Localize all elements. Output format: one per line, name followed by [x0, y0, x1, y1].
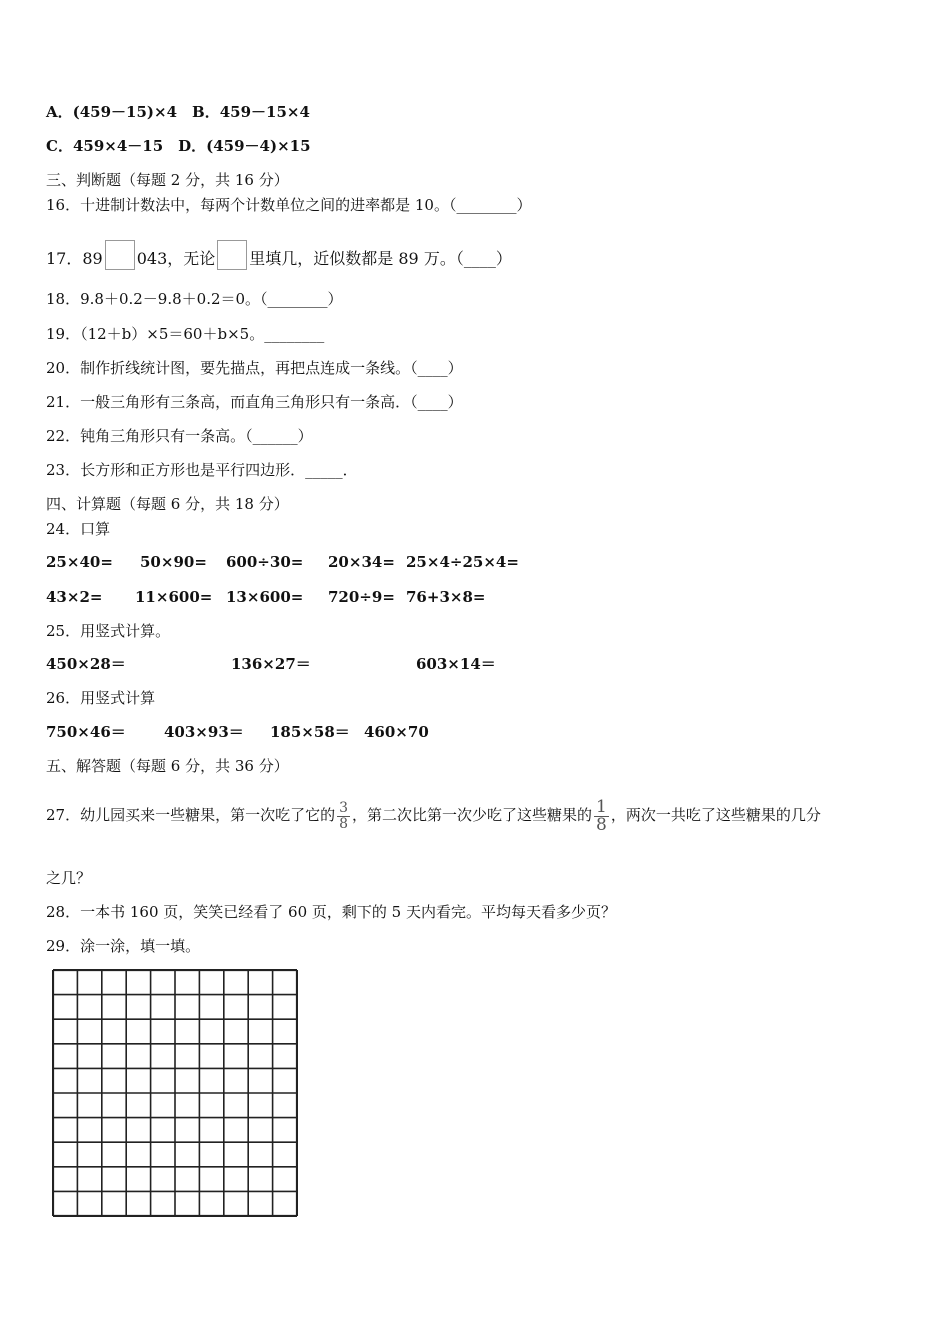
- section-3-title: 三、判断题（每题 2 分，共 16 分）: [46, 171, 289, 189]
- calc-item: 20×34=: [328, 553, 395, 571]
- calc-item: 76+3×8=: [406, 588, 486, 606]
- section-5-title: 五、解答题（每题 6 分，共 36 分）: [46, 757, 289, 775]
- question-25-title: 25．用竖式计算。: [46, 622, 171, 640]
- question-21: 21．一般三角形有三条高，而直角三角形只有一条高．（____）: [46, 393, 463, 411]
- question-27-continued: 之几？: [46, 869, 92, 887]
- question-29: 29．涂一涂，填一填。: [46, 937, 201, 955]
- q27-text-3: ，两次一共吃了这些糖果的几分: [610, 806, 821, 824]
- calc-item: 25×4÷25×4=: [406, 553, 519, 571]
- question-17: [46, 240, 512, 271]
- question-22: 22．钝角三角形只有一条高。（______）: [46, 427, 313, 445]
- calc-item: 600÷30=: [226, 553, 304, 571]
- calc-item: 403×93＝: [164, 723, 244, 741]
- question-19: 19．（12＋b）×5＝60＋b×5。________: [46, 325, 325, 343]
- calc-item: 50×90=: [140, 553, 207, 571]
- answer-box-2[interactable]: [217, 240, 247, 270]
- question-26-title: 26．用竖式计算: [46, 689, 156, 707]
- question-23: 23．长方形和正方形也是平行四边形．_____．: [46, 461, 358, 479]
- calc-item: 603×14＝: [416, 655, 496, 673]
- question-27: [46, 790, 821, 840]
- q27-text-2: ，第二次比第一次少吃了这些糖果的: [352, 806, 593, 824]
- question-16: 16．十进制计数法中，每两个计数单位之间的进率都是 10。（________）: [46, 196, 532, 214]
- section-4-title: 四、计算题（每题 6 分，共 18 分）: [46, 495, 289, 513]
- question-24-title: 24．口算: [46, 520, 111, 538]
- ten-by-ten-grid[interactable]: [52, 969, 298, 1217]
- calc-item: 13×600=: [226, 588, 304, 606]
- options-line-1: A．(459－15)×4 B．459－15×4: [46, 103, 310, 121]
- calc-item: 43×2=: [46, 588, 103, 606]
- question-20: 20．制作折线统计图，要先描点，再把点连成一条线。（____）: [46, 359, 463, 377]
- q17-text-2: 043，无论: [136, 249, 216, 268]
- fraction-3-8: $\frac{3}{8}$: [339, 799, 349, 832]
- calc-item: 450×28＝: [46, 655, 126, 673]
- calc-item: 720÷9=: [328, 588, 395, 606]
- calc-item: 11×600=: [135, 588, 213, 606]
- options-line-2: C．459×4－15 D．(459－4)×15: [46, 137, 311, 155]
- q17-text-1: 17．89: [46, 249, 103, 268]
- calc-item: 25×40=: [46, 553, 113, 571]
- calc-item: 750×46＝: [46, 723, 126, 741]
- fraction-1-8: $\frac{1}{8}$: [596, 796, 607, 835]
- calc-item: 460×70: [364, 723, 429, 741]
- question-18: 18．9.8＋0.2－9.8＋0.2＝0。（________）: [46, 290, 343, 308]
- calc-item: 136×27＝: [231, 655, 311, 673]
- calc-item: 185×58＝: [270, 723, 350, 741]
- q27-text-1: 27．幼儿园买来一些糖果，第一次吃了它的: [46, 806, 336, 824]
- question-28: 28．一本书 160 页，笑笑已经看了 60 页，剩下的 5 天内看完。平均每天看多少页？: [46, 903, 616, 921]
- q17-text-3: 里填几，近似数都是 89 万。（____）: [249, 249, 512, 268]
- answer-box-1[interactable]: [105, 240, 135, 270]
